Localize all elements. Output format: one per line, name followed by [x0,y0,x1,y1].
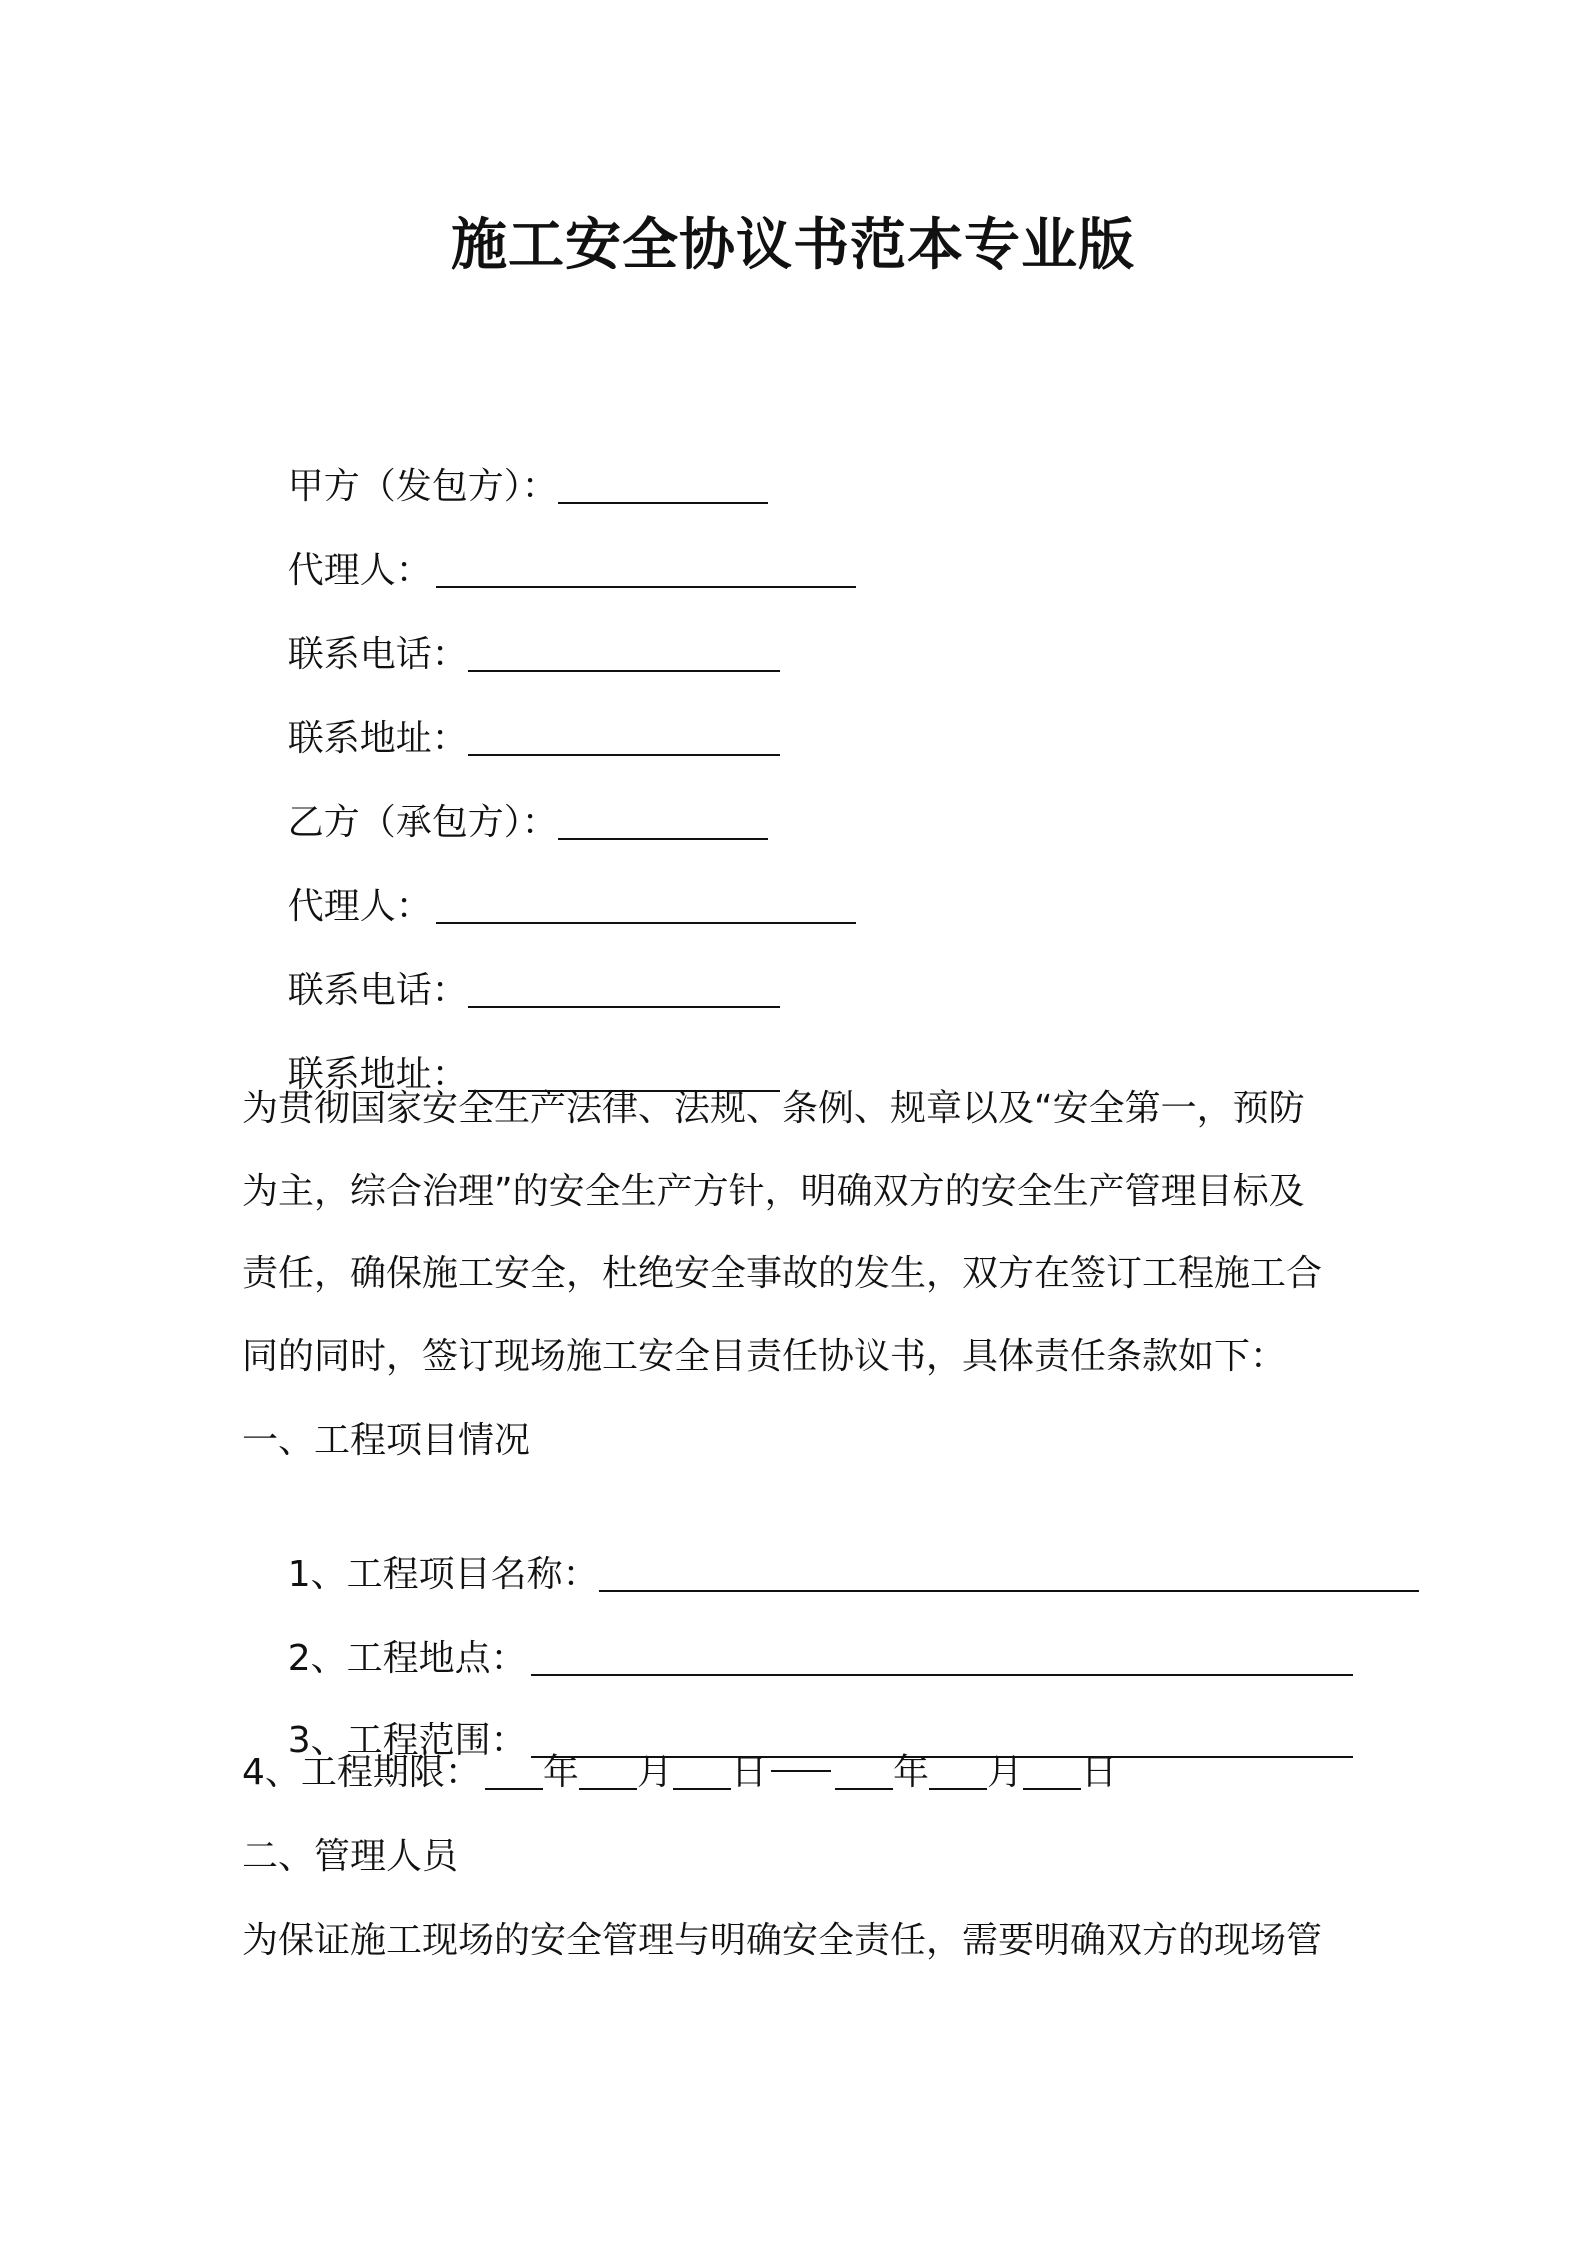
party-a-phone-label: 联系电话： [287,634,468,675]
start-day-blank[interactable] [673,1754,731,1790]
document-title: 施工安全协议书范本专业版 [451,213,1135,278]
project-period-row [242,1748,1117,1798]
intro-line: 责任，确保施工安全，杜绝安全事故的发生，双方在签订工程施工合 [242,1253,1323,1294]
party-b-agent-label: 代理人： [287,886,432,927]
party-a-address-label: 联系地址： [287,718,468,759]
project-name-label: 1、工程项目名称： [287,1554,599,1595]
intro-paragraph [242,1068,1362,1398]
end-month-blank[interactable] [929,1754,987,1790]
party-a-label: 甲方（发包方）： [287,466,558,507]
project-location-label: 2、工程地点： [287,1638,527,1679]
party-b-phone-label: 联系电话： [287,970,468,1011]
intro-line: 为主，综合治理”的安全生产方针，明确双方的安全生产管理目标及 [242,1170,1305,1212]
start-month-blank[interactable] [579,1754,637,1790]
start-day-unit: 日 [730,1752,767,1793]
end-month-unit: 月 [986,1752,1023,1793]
start-month-unit: 月 [636,1752,673,1793]
intro-line: 为贯彻国家安全生产法律、法规、条例、规章以及“安全第一，预防 [242,1088,1305,1129]
end-year-blank[interactable] [835,1754,893,1790]
intro-line: 同的同时，签订现场施工安全目责任协议书，具体责任条款如下： [242,1335,1287,1377]
section-2-text: 为保证施工现场的安全管理与明确安全责任，需要明确双方的现场管 [242,1920,1323,1961]
end-day-blank[interactable] [1023,1754,1081,1790]
section-1-heading: 一、工程项目情况 [242,1420,531,1461]
party-a-agent-label: 代理人： [287,550,432,591]
project-scope-label: 3、工程范围： [287,1720,527,1761]
end-day-unit: 日 [1080,1752,1117,1793]
date-range-dash [771,1770,831,1772]
start-year-unit: 年 [542,1752,579,1793]
end-year-unit: 年 [892,1752,929,1793]
start-year-blank[interactable] [485,1754,543,1790]
party-b-address-label: 联系地址： [287,1054,468,1095]
party-b-label: 乙方（承包方）： [287,802,558,843]
project-period-label: 4、工程期限： [242,1752,481,1793]
section-2-heading: 二、管理人员 [242,1836,459,1877]
